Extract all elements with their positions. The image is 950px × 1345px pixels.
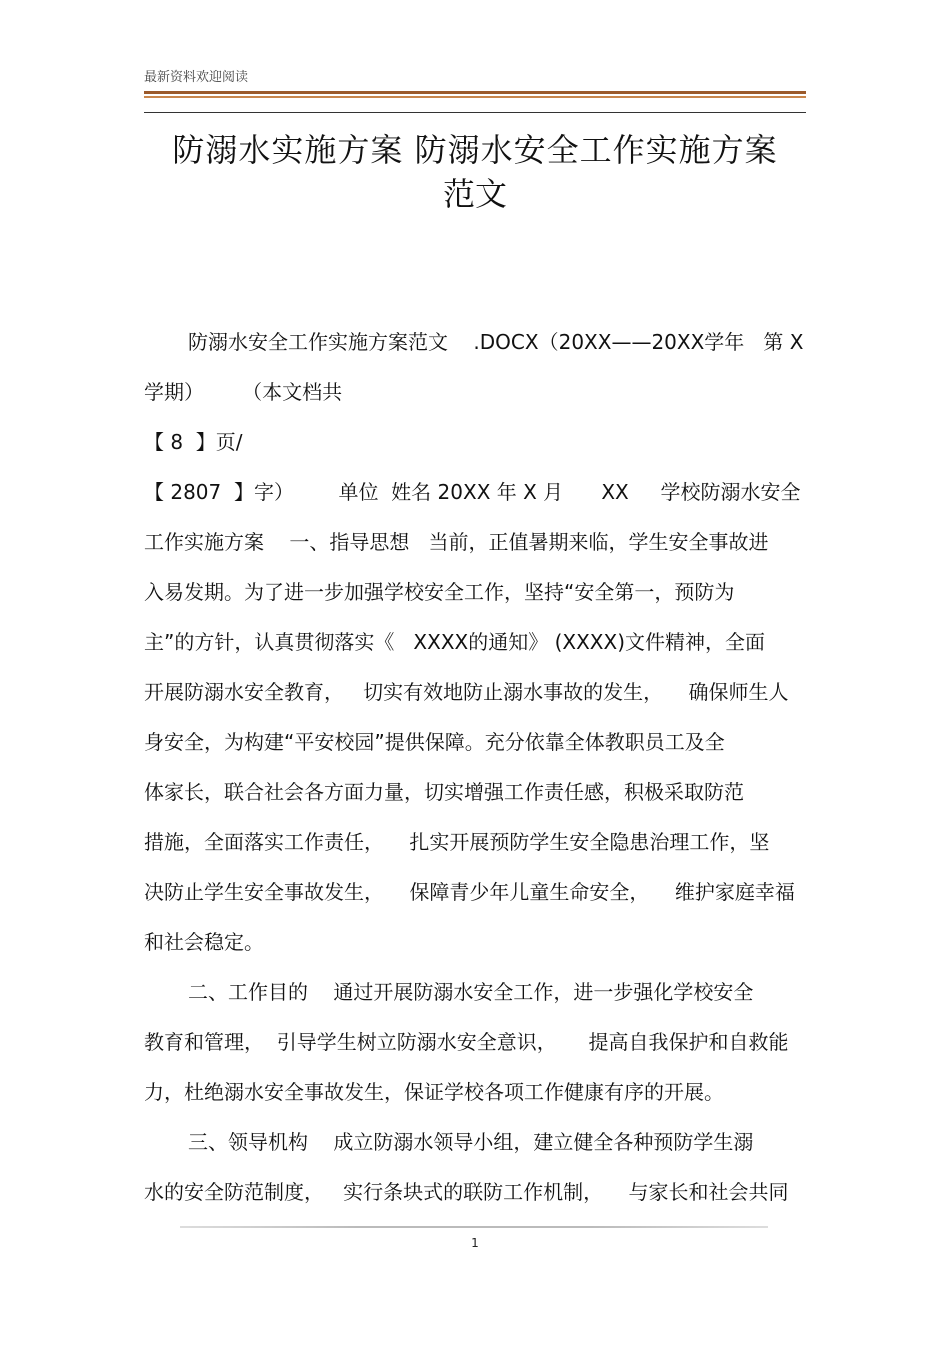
body-line: 水的安全防范制度， 实行条块式的联防工作机制， 与家长和社会共同 (144, 1180, 789, 1204)
body-line: 入易发期。为了进一步加强学校安全工作，坚持“安全第一，预防为 (144, 580, 735, 604)
title-line-2: 范文 (442, 175, 507, 213)
body-line: 学期） （本文档共 (144, 380, 343, 404)
body-line: 教育和管理， 引导学生树立防溺水安全意识， 提高自我保护和自救能 (144, 1030, 789, 1054)
body-line: 身安全，为构建“平安校园”提供保障。充分依靠全体教职员工及全 (144, 730, 725, 754)
body-line: 工作实施方案 一、指导思想 当前，正值暑期来临，学生安全事故进 (144, 530, 769, 554)
title-line-1: 防溺水实施方案 防溺水安全工作实施方案 (172, 131, 778, 169)
document-body (144, 322, 806, 1222)
body-line: 决防止学生安全事故发生， 保障青少年儿童生命安全， 维护家庭幸福 (144, 880, 795, 904)
body-line: 【 8 】页/ (144, 430, 243, 454)
page-header-text: 最新资料欢迎阅读 (144, 70, 249, 85)
body-line: 防溺水安全工作实施方案范文 .DOCX（20XX——20XX学年 第 X (188, 330, 804, 354)
body-line: 【 2807 】字） 单位 姓名 20XX 年 X 月 XX 学校防溺水安全 (144, 480, 801, 504)
body-line: 力，杜绝溺水安全事故发生，保证学校各项工作健康有序的开展。 (144, 1080, 724, 1104)
header-rule-thin (144, 112, 806, 113)
page-number: 1 (471, 1236, 479, 1250)
body-line: 和社会稳定。 (144, 930, 264, 954)
footer-rule (180, 1226, 768, 1228)
header-rule-thick (144, 91, 806, 94)
body-line: 开展防溺水安全教育， 切实有效地防止溺水事故的发生， 确保师生人 (144, 680, 789, 704)
document-title (144, 128, 806, 216)
body-line: 二、工作目的 通过开展防溺水安全工作，进一步强化学校安全 (188, 980, 754, 1004)
body-line: 主”的方针，认真贯彻落实《 XXXX的通知》 (XXXX)文件精神，全面 (144, 630, 766, 654)
body-line: 体家长，联合社会各方面力量，切实增强工作责任感，积极采取防范 (144, 780, 744, 804)
body-line: 三、领导机构 成立防溺水领导小组，建立健全各种预防学生溺 (188, 1130, 754, 1154)
header-rule-accent (144, 96, 806, 98)
body-line: 措施，全面落实工作责任， 扎实开展预防学生安全隐患治理工作，坚 (144, 830, 770, 854)
